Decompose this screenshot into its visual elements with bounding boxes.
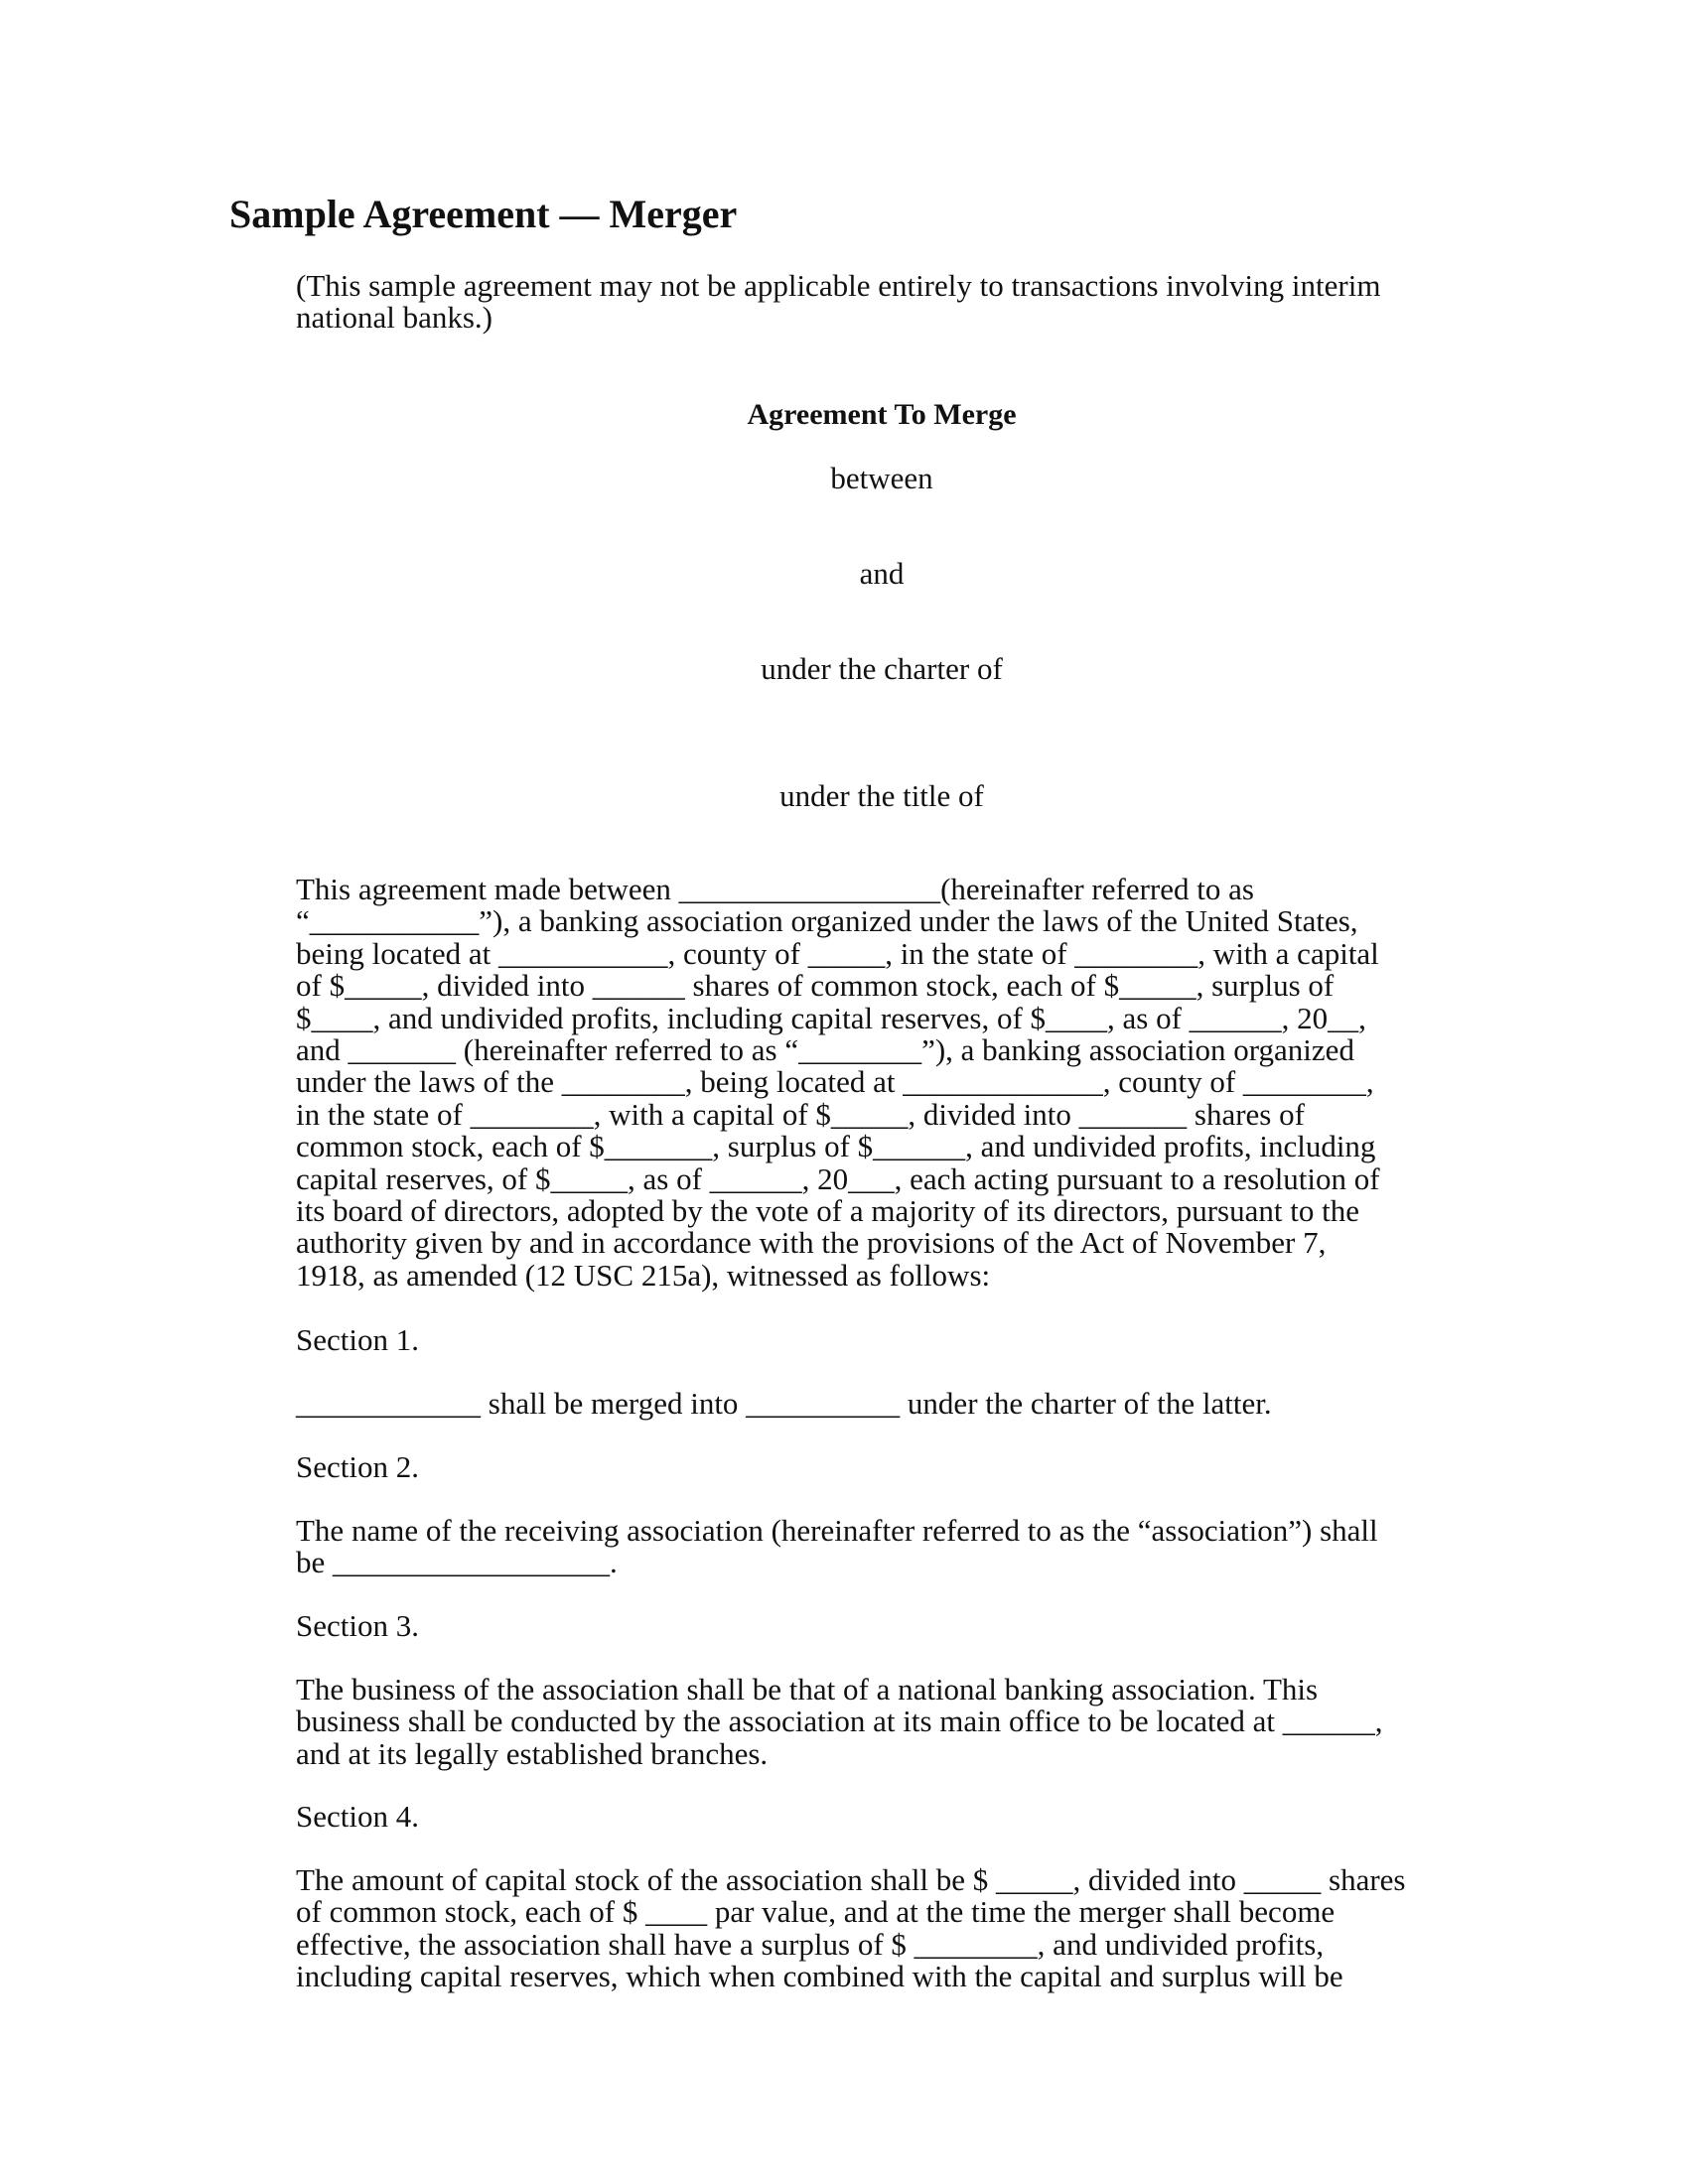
section-1-heading: Section 1. [296, 1322, 419, 1357]
section-3-heading: Section 3. [296, 1608, 419, 1643]
intro-line: 1918, as amended (12 USC 215a), witnessed as follows: [296, 1257, 991, 1293]
applicability-note [296, 270, 1468, 335]
section-line: be __________________. [296, 1545, 618, 1580]
caption-and: and [859, 556, 905, 591]
intro-line: being located at ___________, county of _____, in the state of ________, with a capital [296, 935, 1379, 971]
caption-title-of: under the title of [779, 778, 984, 813]
intro-line: authority given by and in accordance with the provisions of the Act of November 7, [296, 1225, 1327, 1261]
intro-line: and _______ (hereinafter referred to as “________”), a banking association organized [296, 1032, 1354, 1068]
section-line: The name of the receiving association (hereinafter referred to as the “association”) shall [296, 1513, 1378, 1548]
section-line: business shall be conducted by the association at its main office to be located at ______, [296, 1704, 1383, 1739]
section-4-body [296, 1864, 1468, 1993]
intro-line: its board of directors, adopted by the vote of a majority of its directors, pursuant to the [296, 1193, 1359, 1229]
document-title: Sample Agreement — Merger [229, 192, 738, 236]
intro-line: of $_____, divided into ______ shares of common stock, each of $_____, surplus of [296, 968, 1335, 1004]
section-line: including capital reserves, which when combined with the capital and surplus will be [296, 1959, 1343, 1994]
section-2-heading: Section 2. [296, 1449, 419, 1484]
section-4-heading: Section 4. [296, 1799, 419, 1834]
note-line: (This sample agreement may not be applicable entirely to transactions involving interim [296, 268, 1381, 303]
section-3-body [296, 1674, 1468, 1770]
intro-paragraph [296, 874, 1468, 1292]
intro-line: under the laws of the ________, being located at _____________, county of ________, [296, 1064, 1374, 1100]
intro-line: common stock, each of $_______, surplus of $______, and undivided profits, including [296, 1129, 1376, 1164]
intro-line: $____, and undivided profits, including capital reserves, of $____, as of ______, 20__, [296, 1000, 1366, 1035]
caption-charter: under the charter of [761, 651, 1003, 686]
intro-line: in the state of ________, with a capital of $_____, divided into _______ shares of [296, 1096, 1305, 1132]
section-2-body [296, 1515, 1468, 1579]
section-line: of common stock, each of $ ____ par value, and at the time the merger shall become [296, 1894, 1336, 1930]
intro-line: This agreement made between _________________(hereinafter referred to as [296, 872, 1254, 906]
section-line: The business of the association shall be that of a national banking association. This [296, 1672, 1319, 1706]
note-line: national banks.) [296, 300, 493, 336]
intro-line: “___________”), a banking association organized under the laws of the United States, [296, 903, 1358, 939]
intro-line: capital reserves, of $_____, as of ______, 20___, each acting pursuant to a resolution of [296, 1160, 1380, 1196]
section-line: effective, the association shall have a surplus of $ ________, and undivided profits, [296, 1926, 1325, 1962]
section-line: ____________ shall be merged into __________ under the charter of the latter. [296, 1386, 1272, 1421]
agreement-heading: Agreement To Merge [747, 398, 1017, 431]
section-1-body [296, 1388, 1468, 1420]
caption-between: between [830, 461, 933, 495]
section-line: and at its legally established branches. [296, 1735, 769, 1771]
section-line: The amount of capital stock of the association shall be $ _____, divided into _____ shares [296, 1862, 1406, 1897]
